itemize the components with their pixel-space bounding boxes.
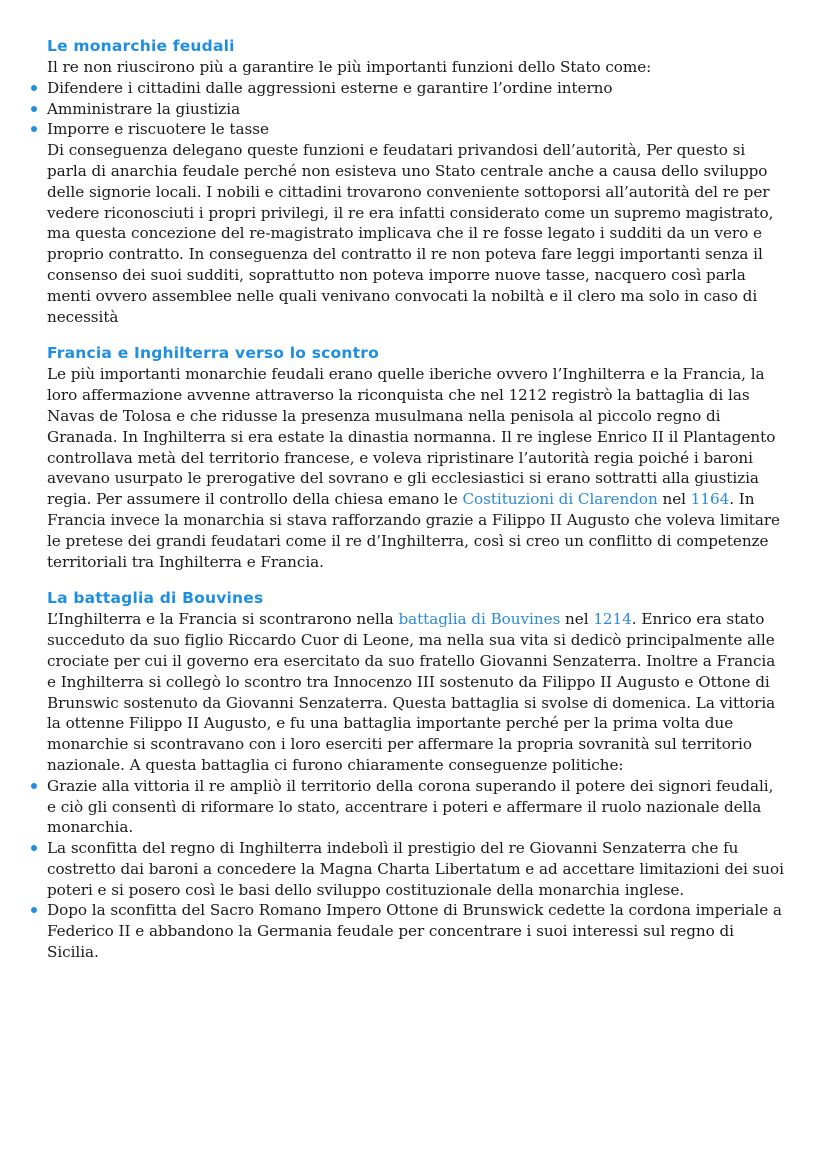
bullet-list [47, 78, 787, 140]
section-francia-inghilterra [47, 343, 787, 572]
bullet-icon [31, 106, 37, 112]
bullet-icon [31, 85, 37, 91]
section-battaglia-bouvines [47, 588, 787, 963]
link-1164[interactable]: 1164 [690, 490, 730, 509]
section-intro: Il re non riuscirono più a garantire le più importanti funzioni dello Stato come: [47, 58, 652, 76]
list-item: Grazie alla vittoria il re ampliò il territorio della corona superando il potere dei signori feudali, e ciò gli consentì di riformare lo stato, accentrare i poteri e affermare il ruolo nazionale della monarchia. [47, 776, 787, 838]
bullet-icon [31, 907, 37, 913]
bullet-icon [31, 783, 37, 789]
list-item: Imporre e riscuotere le tasse [47, 119, 787, 140]
link-1214[interactable]: 1214 [593, 610, 632, 629]
link-battaglia-bouvines[interactable]: battaglia di Bouvines [398, 610, 561, 629]
section-title: La battaglia di Bouvines [47, 589, 264, 608]
bullet-list [47, 776, 787, 963]
section-monarchie-feudali [47, 36, 787, 327]
section-title: Francia e Inghilterra verso lo scontro [47, 344, 379, 363]
list-item: Dopo la sconfitta del Sacro Romano Impero Ottone di Brunswick cedette la cordona imperiale a Federico II e abbandono la Germania feudale per concentrare i suoi interessi sul regno di Sicilia. [47, 900, 787, 962]
section-body: Di conseguenza delegano queste funzioni e feudatari privandosi dell’autorità, Per questo si parla di anarchia feudale perché non esisteva uno Stato centrale anche a causa dello sviluppo delle signorie locali. I nobili e cittadini trovarono conveniente sottoporsi all’autorità del re per vedere riconosciuti i propri privilegi, il re era infatti considerato come un supremo magistrato, ma questa concezione del re-magistrato implicava che il re fosse legato i sudditi da un vero e proprio contratto. In conseguenza del contratto il re non poteva fare leggi importanti senza il consenso dei suoi sudditi, soprattutto non poteva imporre nuove tasse, nacquero così parla menti ovvero assemblee nelle quali venivano convocati la nobiltà e il clero ma solo in caso di necessità [47, 141, 774, 326]
bullet-icon [31, 126, 37, 132]
section-body: Le più importanti monarchie feudali erano quelle iberiche ovvero l’Inghilterra e la Francia, la loro affermazione avvenne attraverso la riconquista che nel 1212 registrò la battaglia di las Navas de Tolosa e che ridusse la presenza musulmana nella penisola al piccolo regno di Granada. In Inghilterra si era estate la dinastia normanna. Il re inglese Enrico II il Plantagento controllava metà del territorio francese, e voleva ripristinare l’autorità regia poiché i baroni avevano usurpato le prerogative del sovrano e gli ecclesiastici si erano sottratti alla giustizia regia. Per assumere il controllo della chiesa emano le Costituzioni di Clarendon nel 1164. In Francia invece la monarchia si stava rafforzando grazie a Filippo II Augusto che voleva limitare le pretese dei grandi feudatari come il re d’Inghilterra, così si creo un conflitto di competenze territoriali tra Inghilterra e Francia. [47, 365, 780, 571]
bullet-icon [31, 845, 37, 851]
link-costituzioni-clarendon[interactable]: Costituzioni di Clarendon [462, 490, 658, 509]
section-body: L’Inghilterra e la Francia si scontrarono nella battaglia di Bouvines nel 1214. Enrico era stato succeduto da suo figlio Riccardo Cuor di Leone, ma nella sua vita si dedicò principalmente alle crociate per cui il governo era esercitato da suo fratello Giovanni Senzaterra. Inoltre a Francia e Inghilterra si collegò lo scontro tra Innocenzo III sostenuto da Filippo II Augusto e Ottone di Brunswic sostenuto da Giovanni Senzaterra. Questa battaglia si svolse di domenica. La vittoria la ottenne Filippo II Augusto, e fu una battaglia importante perché per la prima volta due monarchie si scontravano con i loro eserciti per affermare la propria sovranità sul territorio nazionale. A questa battaglia ci furono chiaramente conseguenze politiche: [47, 610, 776, 774]
list-item: Difendere i cittadini dalle aggressioni esterne e garantire l’ordine interno [47, 78, 787, 99]
list-item: La sconfitta del regno di Inghilterra indebolì il prestigio del re Giovanni Senzaterra che fu costretto dai baroni a concedere la Magna Charta Libertatum e ad accettare limitazioni dei suoi poteri e si posero così le basi dello sviluppo costituzionale della monarchia inglese. [47, 838, 787, 900]
section-title: Le monarchie feudali [47, 37, 235, 55]
document-page [47, 36, 787, 979]
list-item: Amministrare la giustizia [47, 99, 787, 120]
